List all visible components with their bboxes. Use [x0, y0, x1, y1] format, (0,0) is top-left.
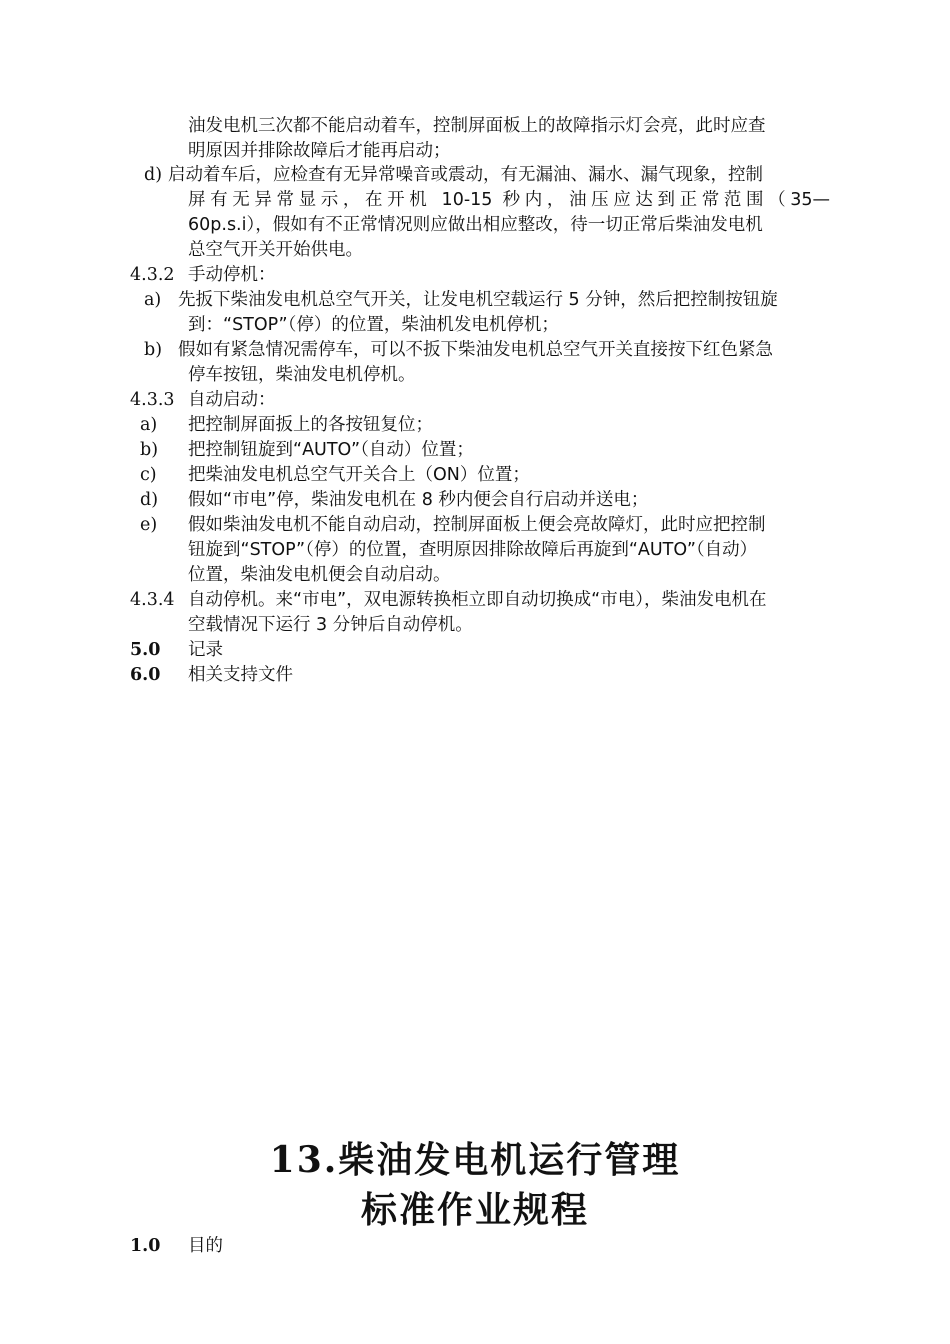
text-line — [168, 163, 763, 187]
list-marker: d) — [140, 490, 159, 510]
section-heading — [188, 1234, 223, 1258]
section-number: 5.0 — [130, 640, 161, 660]
line-text: 假如“市电”停，柴油发电机在 8 秒内便会自行启动并送电； — [188, 490, 649, 510]
text-line — [178, 288, 778, 312]
line-text: 把控制钮旋到“AUTO”（自动）位置； — [188, 440, 474, 460]
section-number: 1.0 — [130, 1236, 161, 1256]
line-text: 到：“STOP”（停）的位置，柴油机发电机停机； — [188, 315, 559, 335]
line-text: 相关支持文件 — [188, 665, 293, 685]
text-line — [188, 139, 451, 163]
line-text: 屏有无异常显示，在开机 10-15 秒内，油压应达到正常范围（35— — [188, 190, 830, 210]
text-line — [188, 463, 530, 487]
text-line — [188, 263, 276, 287]
text-line — [188, 538, 757, 562]
text-line — [188, 588, 766, 612]
section-heading — [188, 663, 293, 687]
line-text: 油发电机三次都不能启动着车，控制屏面板上的故障指示灯会亮，此时应查 — [188, 116, 766, 136]
line-text: 空载情况下运行 3 分钟后自动停机。 — [188, 615, 473, 635]
line-text: 手动停机： — [188, 265, 276, 285]
text-line — [188, 438, 474, 462]
line-text: 60p.s.i），假如有不正常情况则应做出相应整改，待一切正常后柴油发电机 — [188, 215, 763, 235]
section-heading — [188, 638, 223, 662]
list-marker: c) — [140, 465, 157, 485]
text-line — [188, 413, 433, 437]
line-text: 停车按钮，柴油发电机停机。 — [188, 365, 416, 385]
line-text: 自动启动： — [188, 390, 276, 410]
list-marker: d) — [144, 165, 163, 185]
text-line — [188, 613, 473, 637]
line-text: 明原因并排除故障后才能再启动； — [188, 141, 451, 161]
line-text: 总空气开关开始供电。 — [188, 240, 363, 260]
list-marker: e) — [140, 515, 158, 535]
text-line — [188, 363, 416, 387]
line-text: 自动停机。来“市电”，双电源转换柜立即自动切换成“市电），柴油发电机在 — [188, 590, 767, 610]
line-text: 启动着车后，应检查有无异常噪音或震动，有无漏油、漏水、漏气现象，控制 — [168, 165, 763, 185]
line-text: 目的 — [188, 1236, 223, 1256]
text-line — [188, 188, 830, 212]
section-number: 4.3.4 — [130, 590, 175, 610]
text-line — [188, 388, 276, 412]
section-number: 4.3.3 — [130, 390, 175, 410]
text-line — [188, 238, 363, 262]
text-line — [188, 488, 648, 512]
list-marker: b) — [144, 340, 163, 360]
list-marker: a) — [144, 290, 162, 310]
line-text: 假如有紧急情况需停车，可以不扳下柴油发电机总空气开关直接按下红色紧急 — [178, 340, 773, 360]
text-line — [188, 114, 766, 138]
document-title-line2: 标准作业规程 — [360, 1189, 589, 1231]
list-marker: b) — [140, 440, 159, 460]
line-text: 假如柴油发电机不能自动启动，控制屏面板上便会亮故障灯，此时应把控制 — [188, 515, 766, 535]
text-line — [178, 338, 773, 362]
line-text: 钮旋到“STOP”（停）的位置，查明原因排除故障后再旋到“AUTO”（自动） — [188, 540, 758, 560]
line-text: 把控制屏面扳上的各按钮复位； — [188, 415, 433, 435]
text-line — [188, 563, 451, 587]
list-marker: a) — [140, 415, 158, 435]
section-number: 6.0 — [130, 665, 161, 685]
text-line — [188, 213, 763, 237]
section-number: 4.3.2 — [130, 265, 175, 285]
text-line — [188, 513, 766, 537]
line-text: 记录 — [188, 640, 223, 660]
document-title-line1: 13.柴油发电机运行管理 — [269, 1139, 681, 1181]
line-text: 把柴油发电机总空气开关合上（ON）位置； — [188, 465, 530, 485]
line-text: 位置，柴油发电机便会自动启动。 — [188, 565, 451, 585]
text-line — [188, 313, 559, 337]
line-text: 先扳下柴油发电机总空气开关，让发电机空载运行 5 分钟，然后把控制按钮旋 — [178, 290, 778, 310]
